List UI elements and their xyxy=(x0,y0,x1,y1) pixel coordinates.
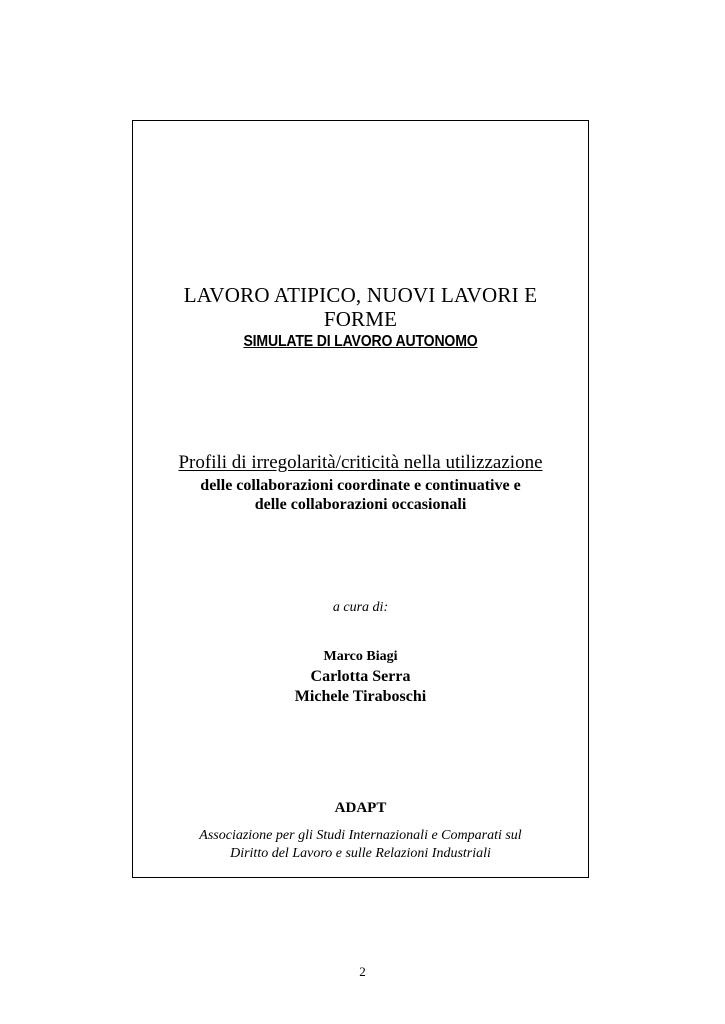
edited-by-label: a cura di: xyxy=(332,600,389,615)
document-title xyxy=(133,283,588,331)
profile-heading: Profili di irregolarità/criticità nella utilizzazione xyxy=(178,452,543,473)
editor-name-3: Michele Tiraboschi xyxy=(294,688,427,705)
page-number: 2 xyxy=(359,964,366,979)
title-line-1: LAVORO ATIPICO, NUOVI LAVORI E xyxy=(183,283,538,307)
cover-frame xyxy=(132,120,589,878)
document-subtitle: SIMULATE DI LAVORO AUTONOMO xyxy=(243,333,478,350)
editor-name-2: Carlotta Serra xyxy=(310,668,411,685)
editor-name-1: Marco Biagi xyxy=(323,649,398,664)
title-line-2: FORME xyxy=(323,307,398,331)
profile-line-1: delle collaborazioni coordinate e continuative e xyxy=(200,477,521,494)
profile-line-2: delle collaborazioni occasionali xyxy=(254,496,467,513)
organization-full-line-1: Associazione per gli Studi Internazionali e Comparati sul xyxy=(199,828,522,843)
organization-name: ADAPT xyxy=(334,800,387,816)
organization-full-line-2: Diritto del Lavoro e sulle Relazioni Industriali xyxy=(230,846,491,861)
